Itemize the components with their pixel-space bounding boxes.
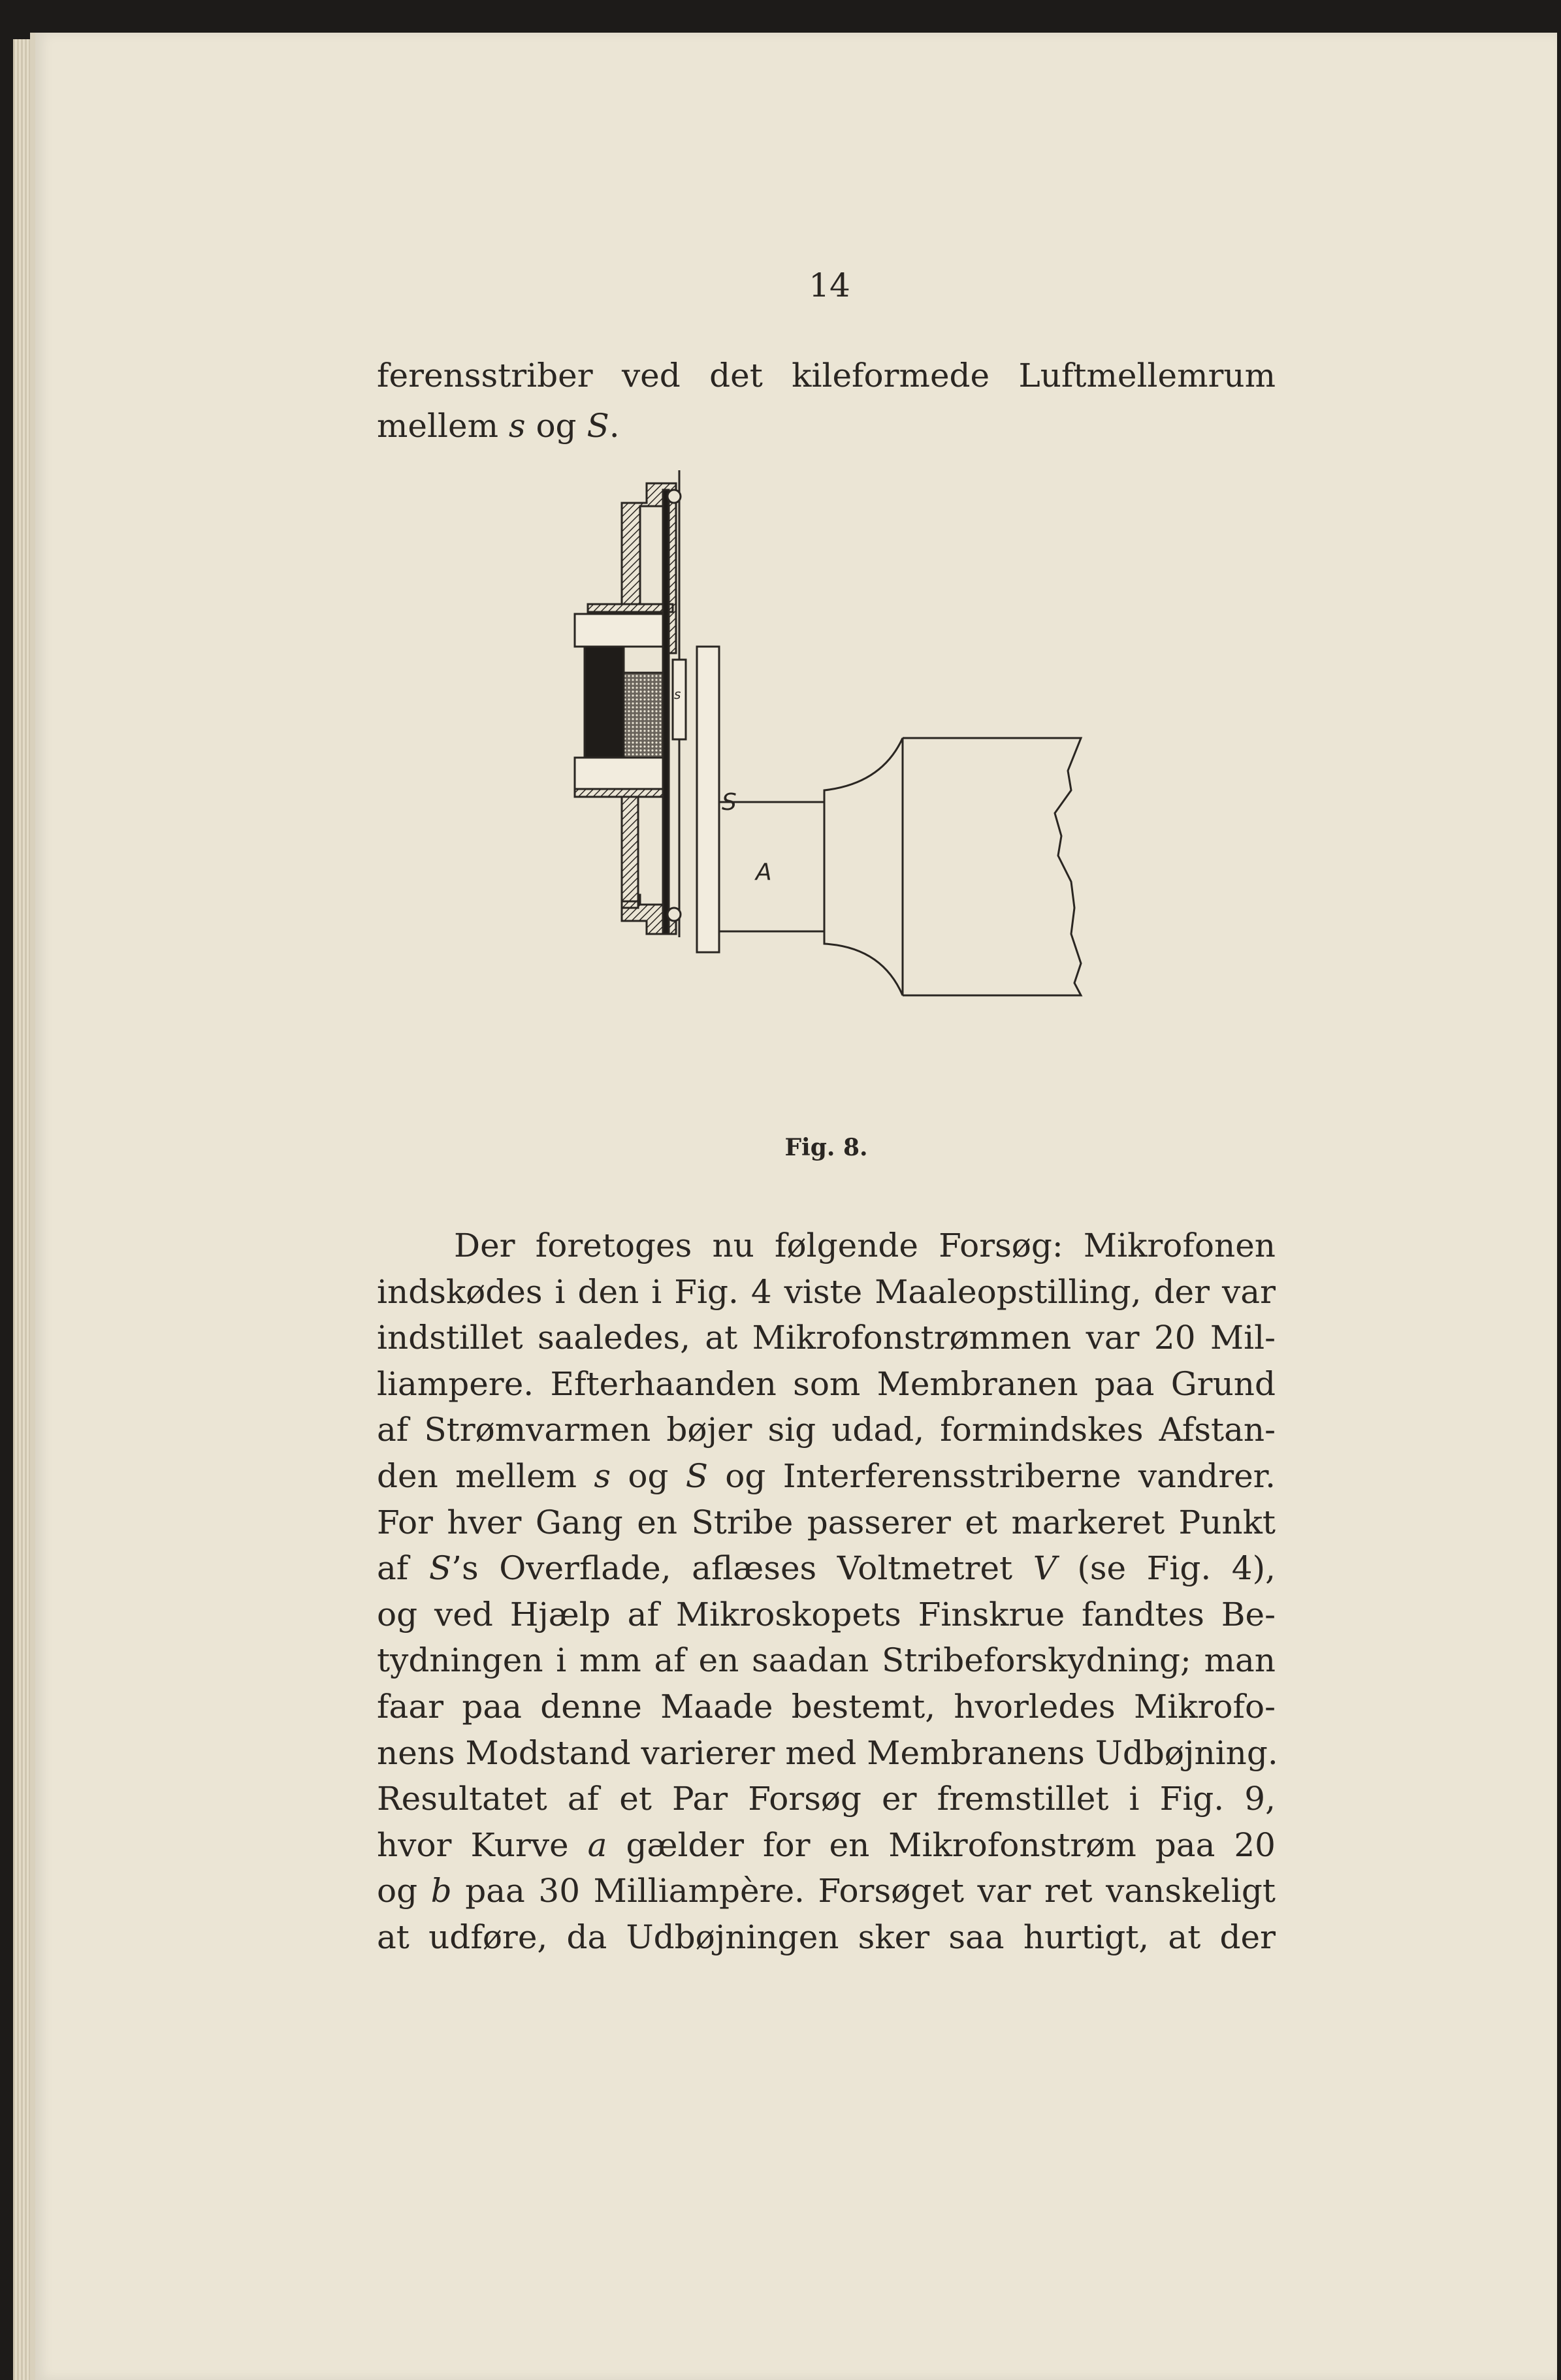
text-segment: (se Fig. 4), [1056, 1549, 1276, 1588]
text-segment: at udføre, da Udbøjningen sker saa hurtigt, at der [377, 1918, 1276, 1956]
text-segment: indstillet saaledes, at Mikrofonstrømmen var 20 Mil- [377, 1319, 1276, 1357]
text-segment: af Strømvarmen bøjer sig udad, formindskes Afstan- [377, 1411, 1276, 1449]
italic-symbol: S [428, 1549, 452, 1588]
text-line [377, 1918, 1276, 1957]
text-segment: gælder for en Mikrofonstrøm paa 20 [607, 1825, 1276, 1864]
text-segment: og ved Hjælp af Mikroskopets Finskrue fandtes Be- [377, 1595, 1276, 1633]
text-segment: Resultatet af et Par Forsøg er fremstillet i Fig. 9, [377, 1780, 1276, 1818]
text-line [377, 1779, 1276, 1818]
text-line [377, 1871, 1276, 1910]
label-S: S [722, 789, 737, 816]
housing-lower-mid [622, 797, 638, 901]
italic-symbol: s [508, 407, 526, 445]
text-line [377, 1272, 1276, 1311]
text-segment: paa 30 Milliampère. Forsøget var ret vanskeligt [451, 1872, 1276, 1910]
text-line [377, 1503, 1276, 1542]
text-segment: og Interferensstriberne vandrer. [708, 1457, 1276, 1495]
membrane-ring-top [668, 490, 681, 503]
text-segment: liampere. Efterhaanden som Membranen paa Grund [377, 1364, 1276, 1403]
text-segment: og [525, 407, 587, 445]
membrane [663, 490, 669, 934]
text-segment: den mellem [377, 1457, 594, 1495]
text-segment: For hver Gang en Stribe passerer et markeret Punkt [377, 1503, 1276, 1541]
italic-symbol: s [594, 1457, 611, 1495]
felt-bottom [575, 758, 663, 790]
page-number: 14 [809, 266, 850, 304]
figure-caption: Fig. 8. [784, 1134, 868, 1161]
italic-symbol: b [430, 1872, 452, 1910]
text-line [377, 1549, 1276, 1588]
text-line [377, 1364, 1276, 1404]
text-segment: ferensstriber ved det kileformede Luftmellemrum [377, 357, 1276, 394]
text-line [377, 1456, 1276, 1496]
text-line [377, 1641, 1276, 1680]
text-line [377, 1687, 1276, 1726]
text-segment: tydningen i mm af en saadan Stribeforskydning; man [377, 1641, 1276, 1680]
carbon-granules [624, 673, 663, 758]
text-segment: Der foretoges nu følgende Forsøg: Mikrofonen [454, 1227, 1276, 1264]
text-line [377, 1410, 1276, 1449]
text-segment: af [377, 1549, 429, 1588]
text-segment: og [611, 1457, 686, 1495]
flare [824, 738, 903, 995]
washer-top [588, 604, 673, 612]
text-segment: . [609, 407, 620, 445]
membrane-ring-bottom [668, 908, 681, 921]
italic-symbol: S [587, 407, 609, 445]
text-segment: hvor Kurve [377, 1825, 588, 1864]
washer-bottom [575, 789, 663, 797]
text-line [377, 1595, 1276, 1634]
text-line [377, 1733, 1276, 1773]
text-segment: og [377, 1872, 431, 1910]
text-line [377, 1318, 1276, 1357]
italic-symbol: a [587, 1825, 607, 1864]
text-segment: nens Modstand varierer med Membranens Udbøjning. [377, 1733, 1278, 1772]
text-line [377, 1226, 1276, 1265]
label-A: A [756, 859, 772, 886]
italic-symbol: S [685, 1457, 709, 1495]
objective-body [903, 738, 1081, 995]
text-segment: ’s Overflade, aflæses Voltmetret [451, 1549, 1033, 1588]
carbon-block [585, 647, 624, 758]
felt-top [575, 614, 663, 647]
italic-symbol: V [1033, 1549, 1057, 1588]
text-line [377, 1825, 1276, 1865]
text-segment: mellem [377, 407, 509, 445]
label-small-s: s [674, 686, 681, 702]
text-segment: faar paa denne Maade bestemt, hvorledes Mikrofo- [377, 1688, 1276, 1726]
text-segment: indskødes i den i Fig. 4 viste Maaleopstilling, der var [377, 1272, 1276, 1311]
plate-S [697, 647, 719, 952]
